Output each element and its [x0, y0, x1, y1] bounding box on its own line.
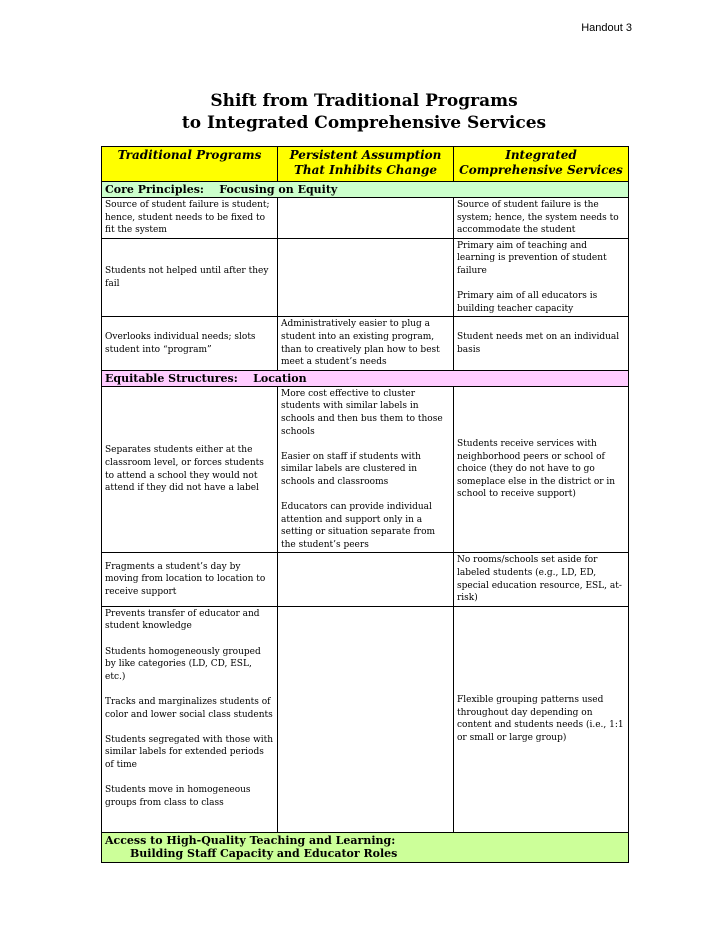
assumption-text: Educators can provide individual attention and support only in a setting or situation separate from the student’s peers — [281, 502, 436, 550]
header-assumption-line-1: Persistent Assumption — [289, 148, 442, 162]
title-line-2: to Integrated Comprehensive Services — [181, 113, 547, 133]
traditional-cell: Fragments a student’s day by moving from location to location to receive support — [102, 553, 278, 606]
traditional-text: Prevents transfer of educator and student knowledge — [105, 608, 260, 632]
integrated-cell: Source of student failure is the system; hence, the system needs to accommodate the student — [454, 198, 629, 239]
header-row — [102, 147, 629, 182]
integrated-text: Primary aim of teaching and learning is prevention of student failure — [457, 240, 607, 276]
table-row — [102, 238, 629, 317]
table-row — [102, 386, 629, 553]
integrated-cell: Flexible grouping patterns used throughout day depending on content and students needs (i.e., 1:1 or small or large group) — [454, 606, 629, 832]
integrated-text: Primary aim of all educators is building teacher capacity — [457, 291, 598, 314]
traditional-cell: Overlooks individual needs; slots student into “program” — [102, 317, 278, 370]
section-equitable-structures — [102, 370, 629, 386]
section-access-label — [102, 832, 629, 862]
header-integrated-line-2: Comprehensive Services — [459, 163, 623, 177]
integrated-cell: Students receive services with neighborhood peers or school of choice (they do not have to go someplace else in the district or in school to receive support) — [454, 386, 629, 553]
table-row — [102, 606, 629, 832]
traditional-text: Tracks and marginalizes students of color and lower social class students — [105, 696, 273, 720]
title-line-1: Shift from Traditional Programs — [210, 91, 518, 111]
traditional-cell: Source of student failure is student; hence, student needs to be fixed to fit the system — [102, 198, 278, 239]
handout-label: Handout 3 — [581, 22, 632, 34]
header-assumption — [278, 147, 454, 182]
section-core-label: Core Principles: Focusing on Equity — [102, 182, 629, 198]
integrated-cell — [454, 238, 629, 317]
assumption-cell — [278, 198, 454, 239]
section-structures-label: Equitable Structures: Location — [102, 370, 629, 386]
section-access — [102, 832, 629, 862]
section-access-line-1: Access to High-Quality Teaching and Learning: — [105, 833, 396, 847]
assumption-text: More cost effective to cluster students with similar labels in schools and then bus them to those schools — [281, 388, 443, 437]
assumption-cell — [278, 606, 454, 832]
assumption-cell — [278, 238, 454, 317]
assumption-text: Easier on staff if students with similar labels are clustered in schools and classrooms — [281, 451, 421, 487]
page-title — [0, 90, 728, 134]
assumption-cell — [278, 553, 454, 606]
comparison-table — [101, 146, 629, 863]
traditional-cell: Students not helped until after they fail — [102, 238, 278, 317]
header-traditional: Traditional Programs — [102, 147, 278, 182]
integrated-cell: No rooms/schools set aside for labeled students (e.g., LD, ED, special education resource, ESL, at-risk) — [454, 553, 629, 606]
header-integrated-line-1: Integrated — [505, 148, 577, 162]
traditional-text: Students segregated with those with similar labels for extended periods of time — [105, 734, 274, 770]
traditional-cell — [102, 606, 278, 832]
table-row — [102, 553, 629, 606]
traditional-text: Students homogeneously grouped by like categories (LD, CD, ESL, etc.) — [105, 646, 261, 682]
table-row — [102, 317, 629, 370]
section-access-line-2: Building Staff Capacity and Educator Roles — [130, 846, 398, 860]
header-integrated — [454, 147, 629, 182]
header-assumption-line-2: That Inhibits Change — [294, 163, 437, 177]
assumption-cell — [278, 386, 454, 553]
traditional-cell: Separates students either at the classroom level, or forces students to attend a school they would not attend if they did not have a label — [102, 386, 278, 553]
traditional-text: Students move in homogeneous groups from class to class — [105, 785, 251, 808]
assumption-cell: Administratively easier to plug a student into an existing program, than to creatively plan how to best meet a student’s needs — [278, 317, 454, 370]
integrated-cell: Student needs met on an individual basis — [454, 317, 629, 370]
table-row — [102, 198, 629, 239]
section-core-principles — [102, 182, 629, 198]
